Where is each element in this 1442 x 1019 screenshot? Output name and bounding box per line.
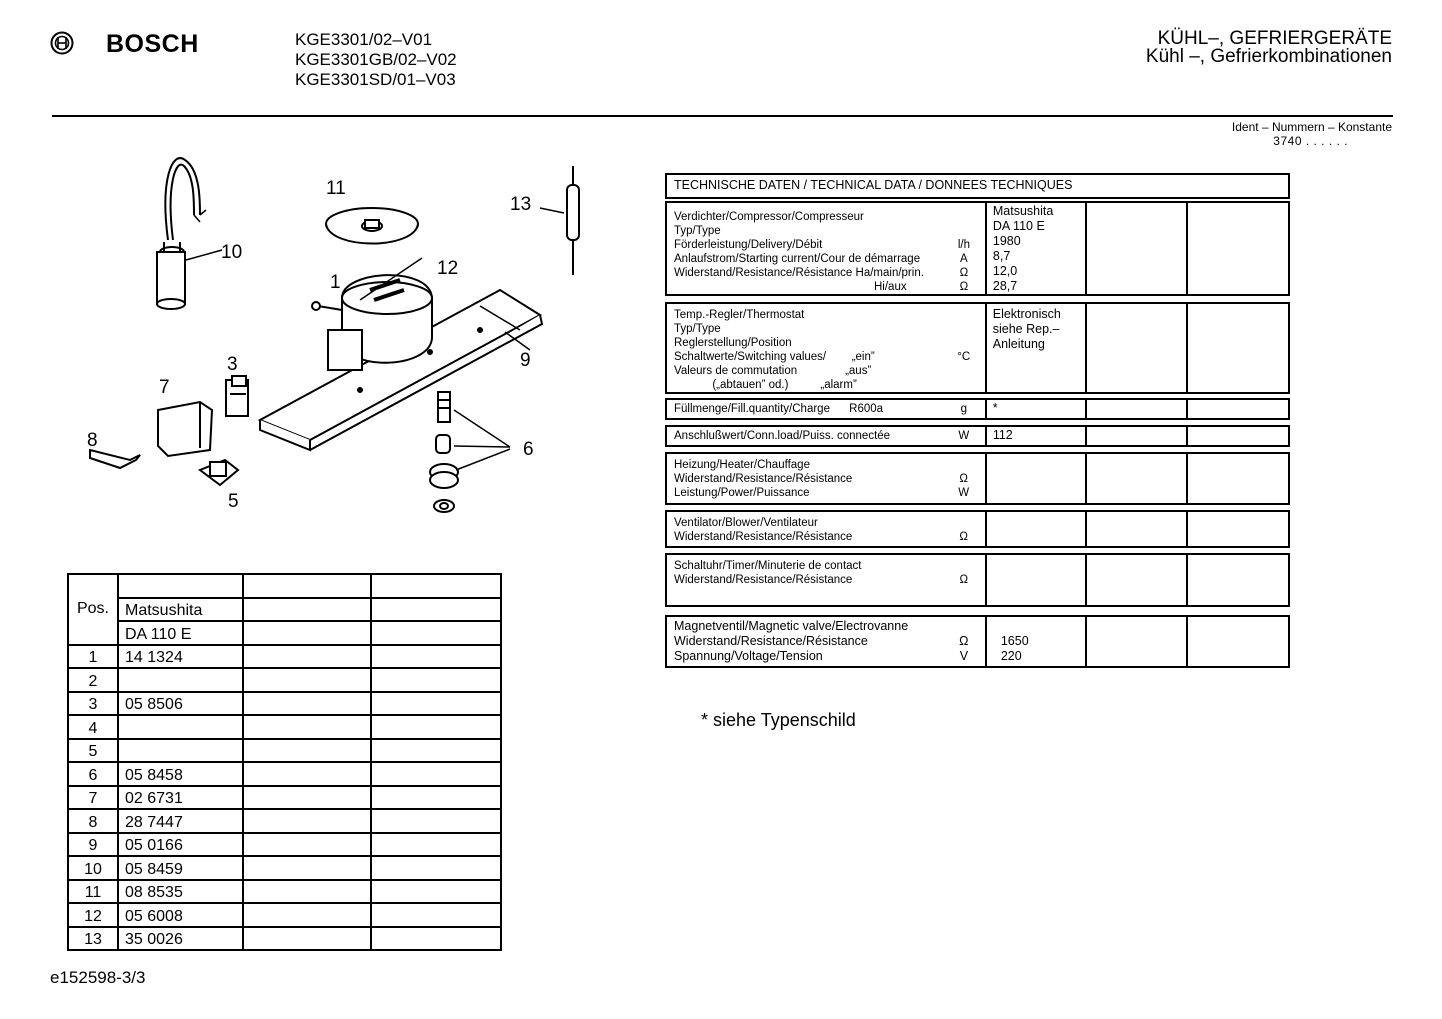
table-row [68, 692, 501, 716]
bosch-armature-icon [50, 31, 74, 55]
callout-8: 9 [520, 350, 531, 371]
compressor-cover-drawing [326, 208, 418, 244]
callout-7: 8 [87, 430, 98, 451]
ident-value: 3740 . . . . . . [1273, 134, 1348, 148]
table-row [68, 833, 501, 857]
mounting-parts-drawing [430, 392, 510, 512]
pos-cell: 1 [68, 645, 118, 669]
compressor-labels: Verdichter/Compressor/Compresseur Typ/Type Förderleistung/Delivery/Débit l/h Anlaufstrom/Starting current/Cour de démarrage A Widerstand/Resistance/Résistance Ha/main/prin. Ω Hi/aux Ω [666, 202, 986, 295]
model-list [295, 30, 457, 90]
overload-protector-drawing [200, 460, 238, 485]
ident-label: Ident – Nummern – Konstante [1231, 120, 1392, 134]
pos-cell: 5 [68, 739, 118, 763]
tech-valve-table [665, 615, 1290, 668]
pos-cell: 9 [68, 833, 118, 857]
pos-cell: 4 [68, 715, 118, 739]
manufacturer-cell: Matsushita [118, 598, 243, 622]
callout-11: 11 [326, 178, 346, 199]
model-number: KGE3301/02–V01 [295, 30, 433, 49]
part-number-cell: 08 8535 [118, 880, 243, 904]
part-number-cell [118, 739, 243, 763]
table-row [68, 903, 501, 927]
part-number-cell: 28 7447 [118, 809, 243, 833]
tech-fill-table [665, 398, 1290, 420]
relay-cover-drawing [158, 402, 212, 456]
pos-cell: 2 [68, 668, 118, 692]
fill-label: Füllmenge/Fill.quantity/Charge R600a g [666, 399, 986, 419]
product-category [1146, 30, 1392, 66]
model-number: KGE3301SD/01–V03 [295, 70, 456, 89]
pos-cell: 13 [68, 927, 118, 951]
table-row [68, 668, 501, 692]
table-row [68, 880, 501, 904]
parts-list-table [67, 573, 502, 951]
pos-cell: 12 [68, 903, 118, 927]
filter-dryer-drawing [540, 166, 579, 275]
table-row [68, 809, 501, 833]
thermostat-values: Elektronisch siehe Rep.– Anleitung [986, 303, 1086, 393]
pos-cell: 10 [68, 856, 118, 880]
capacitor-drawing [157, 158, 222, 309]
connload-value: 112 [986, 426, 1086, 446]
thermostat-labels: Temp.-Regler/Thermostat Typ/Type Reglerstellung/Position Schaltwerte/Switching values/ „ein” °C Valeurs de commutation „aus” („abtauen” od.) „alarm” [666, 303, 986, 393]
part-number-cell: 05 8458 [118, 762, 243, 786]
table-row [68, 856, 501, 880]
timer-labels: Schaltuhr/Timer/Minuterie de contact Widerstand/Resistance/Résistance Ω [666, 554, 986, 606]
clamp-drawing [90, 450, 140, 468]
brand-name: BOSCH [106, 30, 199, 58]
part-number-cell [118, 668, 243, 692]
pos-header: Pos. [68, 574, 118, 645]
pos-cell: 11 [68, 880, 118, 904]
callout-6: 7 [159, 377, 170, 398]
callout-3: 3 [227, 354, 238, 375]
part-number-cell: 05 0166 [118, 833, 243, 857]
tech-thermostat-table [665, 302, 1290, 394]
model-number: KGE3301GB/02–V02 [295, 50, 457, 69]
part-number-cell: 02 6731 [118, 786, 243, 810]
table-row [68, 927, 501, 951]
table-row [68, 645, 501, 669]
part-number-cell: 05 6008 [118, 903, 243, 927]
model-cell: DA 110 E [118, 621, 243, 645]
part-number-cell: 05 8506 [118, 692, 243, 716]
valve-values: 1650 220 [986, 616, 1086, 667]
table-row [68, 715, 501, 739]
category-line: Kühl –, Gefrierkombinationen [1145, 46, 1392, 67]
heater-labels: Heizung/Heater/Chauffage Widerstand/Resistance/Résistance Ω Leistung/Power/Puissance W [666, 453, 986, 504]
callout-13: 13 [510, 194, 532, 215]
pos-cell: 3 [68, 692, 118, 716]
category-line: KÜHL–, GEFRIERGERÄTE [1157, 28, 1392, 49]
table-row [68, 739, 501, 763]
callout-5: 5 [228, 491, 239, 512]
exploded-parts-diagram [60, 140, 580, 540]
part-number-cell: 35 0026 [118, 927, 243, 951]
callout-10: 10 [221, 242, 243, 263]
header-divider [52, 115, 1393, 117]
compressor-values: Matsushita DA 110 E 1980 8,7 12,0 28,7 [986, 202, 1086, 295]
pos-cell: 7 [68, 786, 118, 810]
blower-labels: Ventilator/Blower/Ventilateur Widerstand/Resistance/Résistance Ω [666, 511, 986, 547]
part-number-cell: 05 8459 [118, 856, 243, 880]
part-number-cell: 14 1324 [118, 645, 243, 669]
valve-labels: Magnetventil/Magnetic valve/Electrovanne Widerstand/Resistance/Résistance Ω Spannung/Voltage/Tension V [666, 616, 986, 667]
document-id: e152598-3/3 [50, 968, 146, 987]
tech-blower-table [665, 510, 1290, 548]
callout-9: 6 [523, 439, 534, 460]
callout-1: 1 [330, 272, 341, 293]
connload-label: Anschlußwert/Conn.load/Puiss. connectée W [666, 426, 986, 446]
relay-drawing [226, 376, 248, 416]
table-row [68, 762, 501, 786]
tech-compressor-table [665, 201, 1290, 296]
tech-connload-table [665, 425, 1290, 447]
bosch-logo [50, 31, 74, 55]
pos-cell: 6 [68, 762, 118, 786]
tech-heater-table [665, 452, 1290, 505]
ident-block [1232, 120, 1392, 148]
tech-timer-table [665, 553, 1290, 607]
tech-data-title-table [665, 173, 1290, 199]
part-number-cell [118, 715, 243, 739]
footnote: * siehe Typenschild [701, 710, 856, 730]
callout-12: 12 [437, 258, 459, 279]
fill-value: * [986, 399, 1086, 419]
tech-data-title: TECHNISCHE DATEN / TECHNICAL DATA / DONNEES TECHNIQUES [666, 174, 1289, 198]
pos-cell: 8 [68, 809, 118, 833]
table-row [68, 786, 501, 810]
